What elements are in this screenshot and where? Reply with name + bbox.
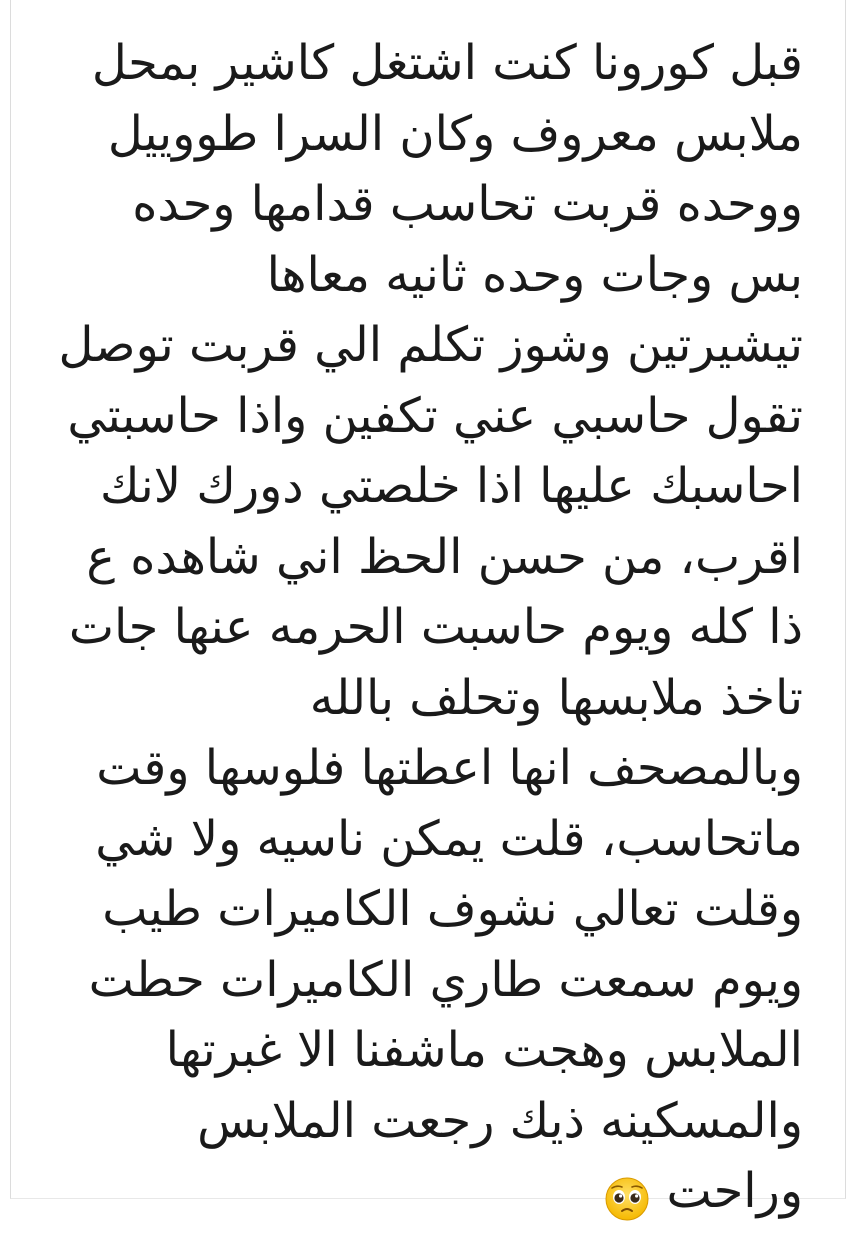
text-line: ماتحاسب، قلت يمكن ناسيه ولا شي: [95, 810, 803, 867]
text-line: ووحده قربت تحاسب قدامها وحده: [132, 176, 803, 232]
text-line: تقول حاسبي عني تكفين واذا حاسبتي: [67, 387, 803, 444]
text-line: وقلت تعالي نشوف الكاميرات طيب: [102, 881, 803, 937]
text-line: اقرب، من حسن الحظ اني شاهده ع: [86, 528, 803, 585]
text-line: ذا كله ويوم حاسبت الحرمه عنها جات: [68, 599, 803, 655]
text-line: والمسكينه ذيك رجعت الملابس: [197, 1092, 803, 1149]
text-line: بس وجات وحده ثانيه معاها: [266, 246, 803, 303]
text-line: ملابس معروف وكان السرا طووييل: [107, 105, 803, 162]
text-line-final-word: وراحت: [666, 1163, 803, 1219]
pleading-face-emoji-icon: [605, 1170, 649, 1214]
text-line-last: [41, 1156, 803, 1227]
text-line: تاخذ ملابسها وتحلف بالله: [309, 669, 803, 726]
text-line: الملابس وهجت ماشفنا الا غبرتها: [165, 1022, 803, 1078]
post-card: [10, 0, 846, 1219]
post-text: [41, 28, 803, 1227]
text-line: احاسبك عليها اذا خلصتي دورك لانك: [99, 458, 803, 514]
text-line: وبالمصحف انها اعطتها فلوسها وقت: [96, 740, 803, 796]
text-line: ويوم سمعت طاري الكاميرات حطت: [88, 951, 803, 1008]
text-line: قبل كورونا كنت اشتغل كاشير بمحل: [91, 35, 803, 91]
text-line: تيشيرتين وشوز تكلم الي قربت توصل: [58, 317, 803, 373]
